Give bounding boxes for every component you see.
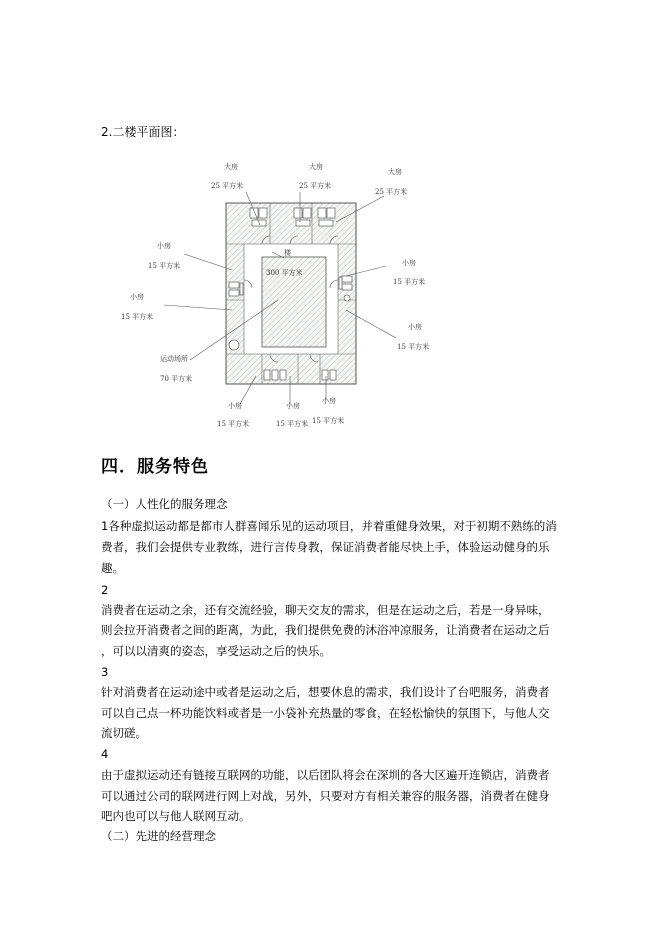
paragraph-line: 流切磋。 xyxy=(101,726,147,740)
paragraph-line: 可以自己点一杯功能饮料或者是一小袋补充热量的零食，在轻松愉快的氛围下，与他人交 xyxy=(101,706,550,720)
label-big-room-2: 大房 xyxy=(309,163,323,171)
paragraph-line: 由于虚拟运动还有链接互联网的功能，以后团队将会在深圳的各大区遍开连锁店，消费者 xyxy=(101,768,550,782)
paragraph-line: ，可以以清爽的姿态，享受运动之后的快乐。 xyxy=(101,644,331,658)
subheading-1: （一）人性化的服务理念 xyxy=(101,497,228,511)
item-number: 4 xyxy=(101,747,109,761)
label-small-right-1: 小房 xyxy=(402,259,416,267)
paragraph-line: 费者，我们会提供专业教练，进行言传身教，保证消费者能尽快上手，体验运动健身的乐 xyxy=(101,540,550,554)
label-center-area: 300 平方米 xyxy=(266,269,303,277)
paragraph-line: 消费者在运动之余，还有交流经验，聊天交友的需求，但是在运动之后，若是一身异味， xyxy=(101,603,550,617)
label-sports-area-size: 70 平方米 xyxy=(160,375,193,383)
label-big-room-3-area: 25 平方米 xyxy=(375,188,408,196)
label-bottom-1-area: 15 平方米 xyxy=(217,420,250,428)
paragraph-line: 吧内也可以与他人联网互动。 xyxy=(101,809,251,823)
label-big-room-2-area: 25 平方米 xyxy=(299,182,332,190)
label-small-left-2: 小房 xyxy=(130,293,144,301)
label-big-room-3: 大房 xyxy=(388,168,402,176)
section-heading: 四．服务特色 xyxy=(101,457,209,477)
paragraph-line: 趣。 xyxy=(101,561,124,575)
paragraph-line: 可以通过公司的联网进行网上对战，另外，只要对方有相关兼容的服务器，消费者在健身 xyxy=(101,789,550,803)
label-sports-area: 运动场所 xyxy=(160,355,188,363)
label-small-right-2: 小房 xyxy=(408,323,422,331)
paragraph-line: 1各种虚拟运动都是都市人群喜闻乐见的运动项目，并着重健身效果，对于初期不熟练的消 xyxy=(101,519,557,533)
floor-plan xyxy=(0,0,662,440)
label-bottom-3-area: 15 平方米 xyxy=(312,417,345,425)
label-small-left-2-area: 15 平方米 xyxy=(121,313,154,321)
item-number: 2 xyxy=(101,583,109,597)
label-small-left-1: 小房 xyxy=(157,242,171,250)
label-bottom-2: 小房 xyxy=(286,402,300,410)
label-big-room-1: 大房 xyxy=(224,163,238,171)
subheading-2: （二）先进的经营理念 xyxy=(101,829,216,843)
label-big-room-1-area: 25 平方米 xyxy=(211,182,244,190)
label-small-right-1-area: 15 平方米 xyxy=(393,278,426,286)
item-number: 3 xyxy=(101,665,109,679)
label-stairs: 楼 xyxy=(284,249,291,257)
label-small-left-1-area: 15 平方米 xyxy=(148,262,181,270)
label-bottom-1: 小房 xyxy=(228,402,242,410)
figure-caption: 2.二楼平面图： xyxy=(101,125,185,139)
paragraph-line: 则会拉开消费者之间的距离，为此，我们提供免费的沐浴冲凉服务，让消费者在运动之后 xyxy=(101,623,550,637)
label-bottom-2-area: 15 平方米 xyxy=(276,420,309,428)
label-bottom-3: 小房 xyxy=(322,397,336,405)
label-small-right-2-area: 15 平方米 xyxy=(397,343,430,351)
paragraph-line: 针对消费者在运动途中或者是运动之后，想要休息的需求，我们设计了台吧服务，消费者 xyxy=(101,685,550,699)
